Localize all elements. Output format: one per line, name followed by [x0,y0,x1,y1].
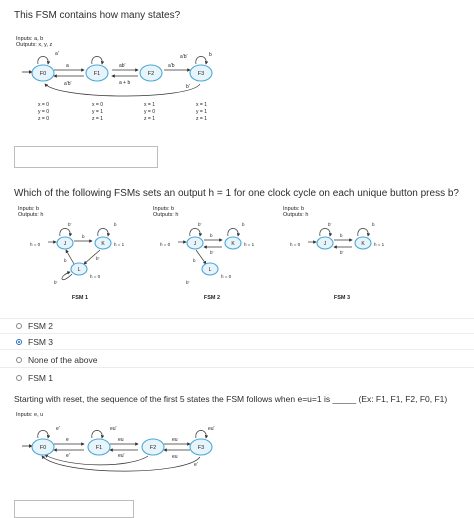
question-1-text: This FSM contains how many states? [14,10,181,21]
svg-text:x = 0: x = 0 [38,102,49,108]
q1-edge-label: a'b [168,63,175,69]
q2-fsm3-caption: FSM 3 [333,295,351,301]
q1-edge-label: a + b [119,80,131,86]
question-2-text: Which of the following FSMs sets an output h = 1 for one clock cycle on each unique button press b? [14,188,459,199]
q2-fsm-1 [18,206,125,301]
option-label: FSM 3 [28,337,54,347]
svg-text:Inputs: b: Inputs: b [18,206,40,212]
svg-text:eu: eu [172,454,178,460]
q1-edge-label: b' [186,84,190,90]
q1-answer-input[interactable] [14,146,158,168]
q1-edge-label: a'b' [64,81,72,87]
q2-option-1[interactable] [16,321,53,331]
radio-icon[interactable] [16,323,22,329]
q2-fsm-2 [153,206,255,301]
svg-text:z = 1: z = 1 [144,116,155,122]
q3-diagram [16,412,215,471]
svg-text:x = 0: x = 0 [92,102,103,108]
svg-text:h = 1: h = 1 [374,242,385,247]
svg-text:eu: eu [118,437,124,443]
svg-text:h = 1: h = 1 [244,242,255,247]
q2-options [0,318,474,395]
svg-text:J: J [63,241,67,247]
svg-text:b': b' [68,222,72,227]
radio-icon[interactable] [16,375,22,381]
svg-text:h = 0: h = 0 [160,242,171,247]
svg-text:h = 0: h = 0 [221,274,232,279]
svg-text:eu': eu' [118,453,125,459]
svg-text:F0: F0 [39,445,47,451]
svg-text:b': b' [210,250,214,255]
q1-edge-label: ab' [119,63,126,69]
q1-edge-label: a [66,63,69,69]
svg-text:Inputs: b: Inputs: b [283,206,305,212]
svg-text:b': b' [340,250,344,255]
svg-text:e': e' [56,426,60,432]
svg-text:F2: F2 [149,445,157,451]
svg-text:Outputs: h: Outputs: h [153,212,179,218]
svg-text:x = 1: x = 1 [144,102,155,108]
q2-fsm2-caption: FSM 2 [203,295,221,301]
radio-icon[interactable] [16,357,22,363]
q1-state-label: F1 [93,71,101,77]
svg-text:b: b [193,258,196,263]
svg-text:b: b [210,233,213,238]
svg-text:h = 0: h = 0 [30,242,41,247]
svg-text:y = 1: y = 1 [92,109,103,115]
q1-edge-label: a'b' [180,54,188,60]
q2-option-2[interactable] [16,337,53,347]
svg-text:L: L [77,267,81,273]
q1-diagram [16,36,212,122]
svg-text:b': b' [198,222,202,227]
svg-text:h = 1: h = 1 [114,242,125,247]
svg-text:Outputs: h: Outputs: h [283,212,309,218]
svg-text:K: K [361,241,365,247]
svg-text:b: b [340,233,343,238]
svg-text:b': b' [96,256,100,261]
svg-text:z = 0: z = 0 [38,116,49,122]
svg-text:Outputs: h: Outputs: h [18,212,44,218]
q2-option-4[interactable] [16,373,53,383]
svg-text:b: b [64,258,67,263]
q1-state-label: F0 [39,71,47,77]
radio-selected-icon[interactable] [16,339,22,345]
svg-text:y = 1: y = 1 [196,109,207,115]
svg-text:z = 1: z = 1 [196,116,207,122]
svg-text:z = 1: z = 1 [92,116,103,122]
svg-text:b': b' [186,280,190,285]
svg-text:b': b' [328,222,332,227]
q2-fsm-3 [283,206,385,301]
q1-outputs-label: Outputs: x, y, z [16,42,53,48]
q1-inputs-label: Inputs: a, b [16,36,44,42]
svg-text:b: b [372,222,375,227]
q3-answer-input[interactable] [14,500,134,518]
svg-text:K: K [101,241,105,247]
q1-edge-label: a' [55,51,59,57]
q1-state-label: F2 [147,71,155,77]
option-label: FSM 1 [28,373,54,383]
q1-edge-label: b [209,52,212,58]
svg-text:J: J [323,241,327,247]
svg-text:e: e [66,437,69,443]
question-3-text: Starting with reset, the sequence of the first 5 states the FSM follows when e=u=1 is _____ (Ex: F1, F1, F2, F0, F1) [14,394,448,404]
svg-text:e': e' [194,462,198,468]
svg-text:b: b [82,234,85,239]
svg-text:x = 1: x = 1 [196,102,207,108]
svg-text:h = 0: h = 0 [290,242,301,247]
svg-text:Inputs: b: Inputs: b [153,206,175,212]
q3-inputs-label: Inputs: e, u [16,412,44,418]
svg-text:J: J [193,241,197,247]
svg-text:e': e' [66,453,70,459]
svg-text:eu': eu' [110,426,117,432]
svg-text:L: L [208,267,212,273]
q2-option-3[interactable] [16,355,97,365]
svg-text:b: b [242,222,245,227]
svg-text:y = 0: y = 0 [38,109,49,115]
q1-state-label: F3 [197,71,205,77]
svg-text:b: b [114,222,117,227]
svg-text:eu: eu [172,437,178,443]
svg-text:eu': eu' [208,426,215,432]
svg-text:h = 0: h = 0 [90,274,101,279]
svg-text:K: K [231,241,235,247]
svg-text:F1: F1 [95,445,103,451]
option-label: None of the above [28,355,98,365]
q1-output-table [38,102,207,122]
q2-fsm1-caption: FSM 1 [71,295,89,301]
svg-text:b': b' [54,280,58,285]
option-label: FSM 2 [28,321,54,331]
svg-text:F3: F3 [197,445,205,451]
svg-text:y = 0: y = 0 [144,109,155,115]
